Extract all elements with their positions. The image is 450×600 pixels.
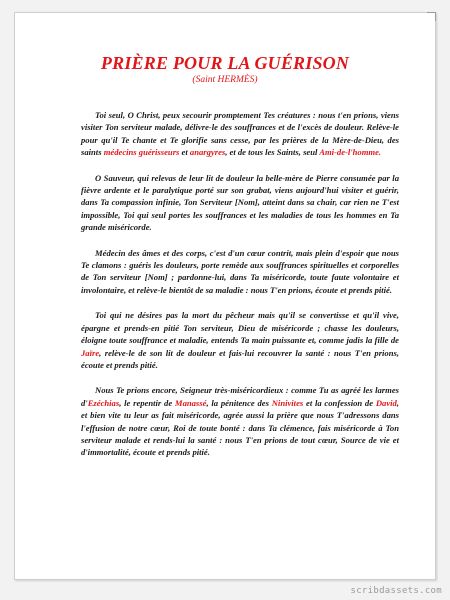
highlighted-name: Ami-de-l'homme. <box>319 147 382 158</box>
paragraph-text: , relève-le de son lit de douleur et fais-lui recouvrer la santé : nous T'en prions, écoute et prends pitié. <box>81 347 399 370</box>
highlighted-name: Ezéchias <box>87 397 120 408</box>
highlighted-name: David <box>375 397 397 408</box>
prayer-paragraph <box>81 247 399 297</box>
paragraph-text: , et bien vite tu leur as fait miséricorde, agrée aussi la prière que nous T'adressons dans l'effusion de notre cœur, Roi de toute bonté : dans Ta clémence, fais miséricorde à Ton serviteur malade et rends-lui la santé : nous T'en prions de tout cœur, Source de vie et d'immortalité, écoute et prends pitié. <box>81 397 399 458</box>
watermark-text: scribdassets.com <box>350 586 442 596</box>
paragraph-text: et la confession de <box>303 397 376 408</box>
paragraph-text: et <box>179 147 190 158</box>
paragraph-text: O Sauveur, qui relevas de leur lit de douleur la belle-mère de Pierre consumée par la fièvre ardente et le paralytique porté sur son grabat, viens aujourd'hui visiter et guérir, dans Ta compassion infinie, Ton Serviteur [Nom], atteint dans sa chair, car rien ne T'est impossible, Toi qui seul portes les souffrances et les maladies de tous les hommes en Ta grande miséricorde. <box>81 172 399 233</box>
paragraph-text: , le repentir de <box>119 397 175 408</box>
prayer-paragraph <box>81 384 399 458</box>
paragraph-text: Nous Te prions encore, Seigneur très-miséricordieux : comme Tu as agréé les larmes d' <box>81 385 399 408</box>
prayer-paragraph <box>81 172 399 234</box>
paragraph-text: Médecin des âmes et des corps, c'est d'un cœur contrit, mais plein d'espoir que nous Te clamons : guéris les douleurs, porte remède aux souffrances spirituelles et corporelles de Ton serviteur [Nom] ; pardonne-lui, dans Ta miséricorde, toute faute volontaire et involontaire, et relève-le bientôt de sa maladie : nous T'en prions, écoute et prends pitié. <box>81 247 399 295</box>
highlighted-name: Jaïre <box>81 347 100 358</box>
document-title: PRIÈRE POUR LA GUÉRISON <box>100 53 350 73</box>
paragraph-text: Toi qui ne désires pas la mort du pêcheur mais qu'il se convertisse et qu'il vive, épargne et prends-en pitié Ton serviteur, Dieu de miséricorde ; chasse les douleurs, éloigne toute souffrance et maladie, entends Ta main puissante et, comme jadis la fille de <box>81 310 399 346</box>
paragraph-text: , et de tous les Saints, seul <box>225 147 320 158</box>
prayer-paragraph <box>81 109 399 159</box>
highlighted-name: Ninivites <box>271 397 304 408</box>
page-corner-mark <box>427 12 436 21</box>
paragraph-text: , la pénitence des <box>206 397 272 408</box>
document-page <box>14 12 436 580</box>
highlighted-name: Manassé <box>174 397 207 408</box>
highlighted-name: médecins guérisseurs <box>103 147 180 158</box>
document-subtitle: (Saint HERMÈS) <box>192 75 258 85</box>
document-body <box>81 109 399 472</box>
highlighted-name: anargyres <box>189 147 226 158</box>
paragraph-text: Toi seul, O Christ, peux secourir promptement Tes créatures : nous t'en prions, viens visiter Ton serviteur malade, délivre-le des souffrances et de l'excès de douleur. Relève-le pour qu'il Te chante et Te glorifie sans cesse, par les prières de la Mère-de-Dieu, des saints <box>81 110 399 158</box>
prayer-paragraph <box>81 309 399 371</box>
